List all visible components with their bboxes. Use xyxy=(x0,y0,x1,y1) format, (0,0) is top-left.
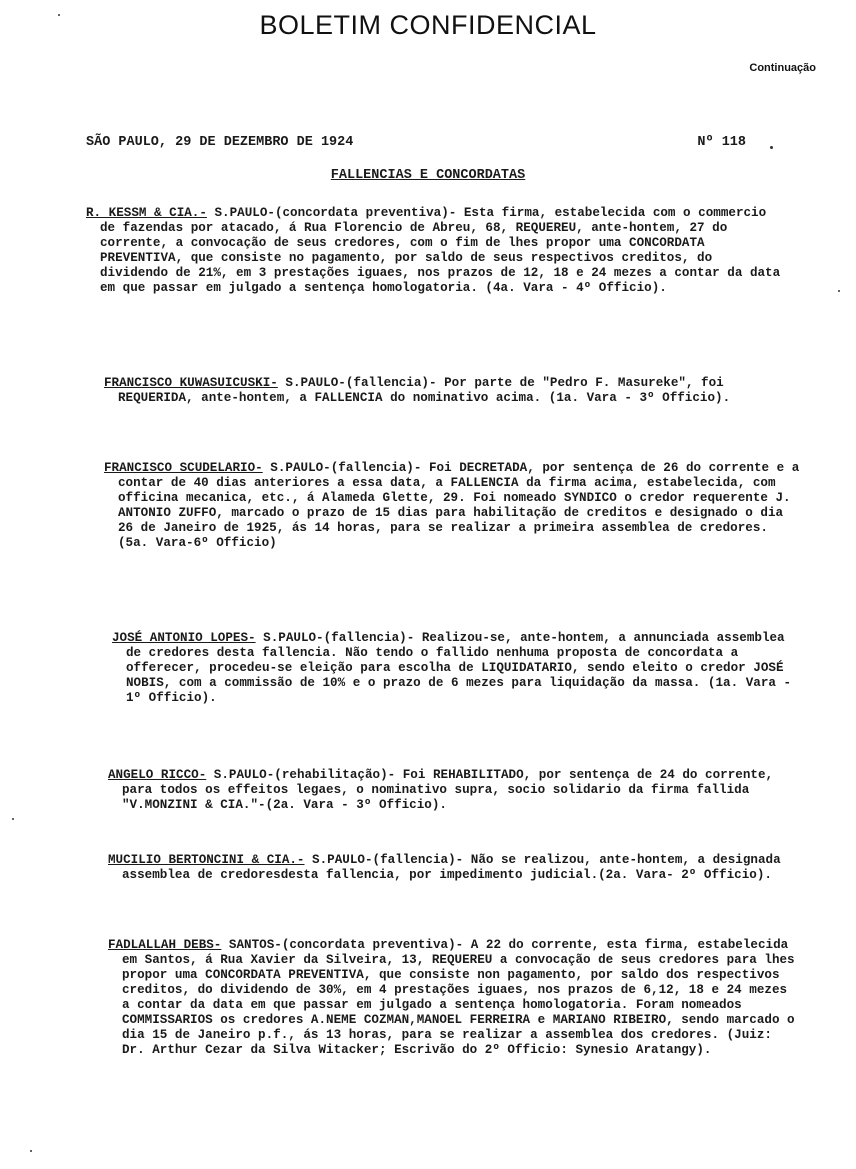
scan-speck xyxy=(58,14,60,16)
entry-lopes xyxy=(112,631,802,706)
entry-text: S.PAULO-(rehabilitação)- Foi REHABILITADO, por sentença de 24 do corrente, para todos os effeitos legaes, o nominativo supra, socio solidario da firma fallida "V.MONZINI & CIA."-(2a. Vara - 3º Officio). xyxy=(122,768,774,812)
continuation-label: Continuação xyxy=(749,62,816,74)
bulletin-number: Nº 118 xyxy=(697,135,746,150)
entry-text: SANTOS-(concordata preventiva)- A 22 do corrente, esta firma, estabelecida em Santos, á Rua Xavier da Silveira, 13, REQUEREU a convocação de seus credores para lhes propor uma CONCORDATA PREVENTIVA, que consiste non pagamento, por saldo dos respectivos creditos, do dividendo de 30%, em 4 prestações iguaes, nos prazos de 6,12, 18 e 24 mezes a contar da data em que passar em julgado a sentença homologatoria. Foram nomeados COMMISSARIOS os credores A.NEME COZMAN,MANOEL FERREIRA e MARIANO RIBEIRO, sendo marcado o dia 15 de Janeiro p.f., ás 13 horas, para se realizar a assemblea dos credores. (Juiz: Dr. Arthur Cezar da Silva Witacker; Escrivão do 2º Officio: Synesio Aratangy). xyxy=(122,938,795,1057)
scan-speck xyxy=(838,290,840,292)
entry-text: S.PAULO-(fallencia)- Não se realizou, ante-hontem, a designada assemblea de credoresdesta fallencia, por impedimento judicial.(2a. Vara- 2º Officio). xyxy=(122,853,781,882)
city-date: SÃO PAULO, 29 DE DEZEMBRO DE 1924 xyxy=(86,135,354,150)
entry-scudelario xyxy=(104,461,804,551)
entry-kessm xyxy=(86,206,786,296)
entry-name: R. KESSM & CIA.- xyxy=(86,206,207,220)
dateline xyxy=(86,135,746,150)
entry-bertoncini xyxy=(108,853,798,883)
section-title: FALLENCIAS E CONCORDATAS xyxy=(330,168,526,183)
entry-name: JOSÉ ANTONIO LOPES- xyxy=(112,631,256,645)
entry-text: S.PAULO-(fallencia)- Foi DECRETADA, por sentença de 26 do corrente e a contar de 40 dias anteriores a essa data, a FALLENCIA da firma acima, estabelecida, com officina mecanica, etc., á Alameda Glette, 29. Foi nomeado SYNDICO o credor requerente J. ANTONIO ZUFFO, marcado o prazo de 15 dias para habilitação de creditos e designado o dia 26 de Janeiro de 1925, ás 14 horas, para se realizar a primeira assemblea de credores. (5a. Vara-6º Officio) xyxy=(118,461,800,550)
scan-speck xyxy=(30,1150,32,1152)
masthead-title: BOLETIM CONFIDENCIAL xyxy=(259,10,597,40)
entry-text: S.PAULO-(fallencia)- Realizou-se, ante-hontem, a annunciada assemblea de credores desta fallencia. Não tendo o fallido nenhuma proposta de concordata a offerecer, procedeu-se eleição para escolha de LIQUIDATARIO, sendo eleito o credor JOSÉ NOBIS, com a commissão de 10% e o prazo de 6 mezes para liquidação da massa. (1a. Vara - 1º Officio). xyxy=(126,631,792,705)
entry-ricco xyxy=(108,768,798,813)
entry-text: S.PAULO-(fallencia)- Por parte de "Pedro F. Masureke", foi REQUERIDA, ante-hontem, a FALLENCIA do nominativo acima. (1a. Vara - 3º Officio). xyxy=(118,376,731,405)
entry-name: FADLALLAH DEBS- xyxy=(108,938,222,952)
entry-kuwasuicuski xyxy=(104,376,794,406)
entry-name: ANGELO RICCO- xyxy=(108,768,207,782)
entry-name: FRANCISCO SCUDELARIO- xyxy=(104,461,263,475)
entry-debs xyxy=(108,938,798,1058)
scan-speck xyxy=(770,146,773,149)
scan-speck xyxy=(12,818,14,820)
entry-text: S.PAULO-(concordata preventiva)- Esta firma, estabelecida com o commercio de fazendas por atacado, á Rua Florencio de Abreu, 68, REQUEREU, ante-hontem, 27 do corrente, a convocação de seus credores, com o fim de lhes propor uma CONCORDATA PREVENTIVA, que consiste no pagamento, por saldo de seus respectivos creditos, do dividendo de 21%, em 3 prestações iguaes, nos prazos de 12, 18 e 24 mezes a contar da data em que passar em julgado a sentença homologatoria. (4a. Vara - 4º Officio). xyxy=(100,206,781,295)
entry-name: FRANCISCO KUWASUICUSKI- xyxy=(104,376,278,390)
entry-name: MUCILIO BERTONCINI & CIA.- xyxy=(108,853,305,867)
